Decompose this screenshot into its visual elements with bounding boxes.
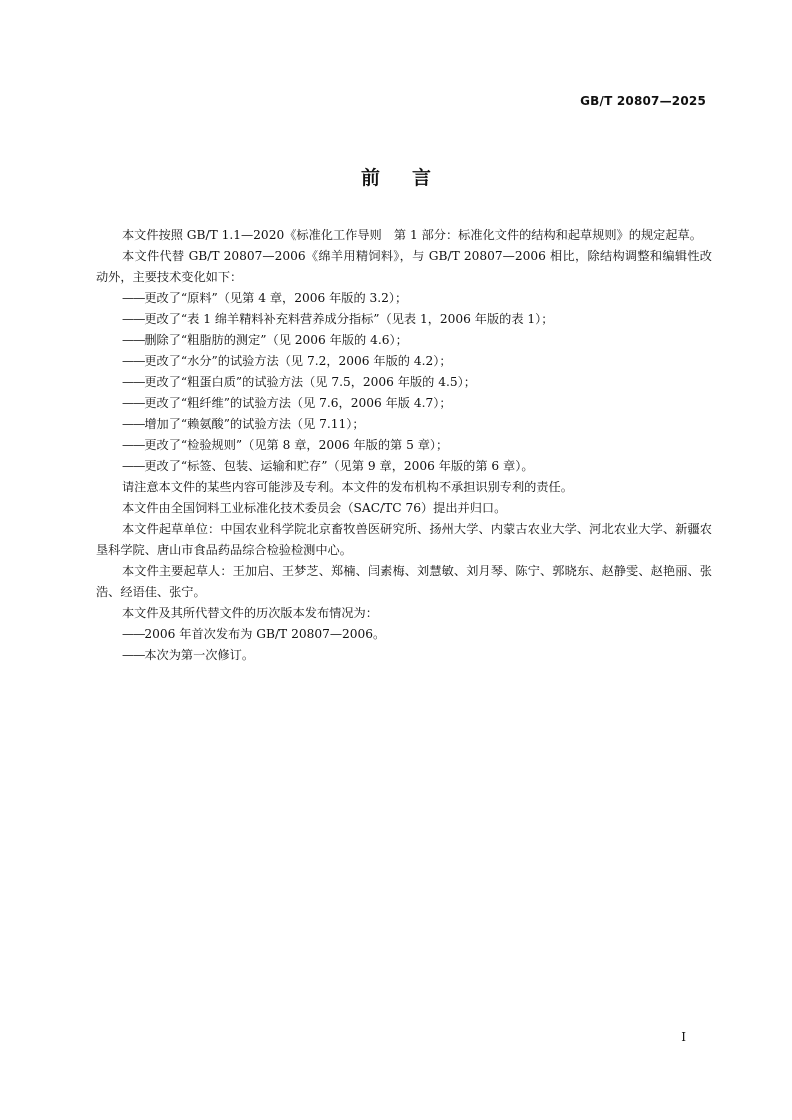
foreword-body [96, 225, 712, 666]
dash-marker: —— [122, 312, 145, 326]
change-text: 更改了“检验规则”（见第 8 章，2006 年版的第 5 章）； [144, 438, 449, 452]
list-item [96, 414, 712, 435]
dash-marker: —— [122, 627, 145, 641]
paragraph-drafting-units: 本文件起草单位：中国农业科学院北京畜牧兽医研究所、扬州大学、内蒙古农业大学、河北农业大学、新疆农垦科学院、唐山市食品药品综合检验检测中心。 [96, 522, 712, 557]
list-item [96, 330, 712, 351]
dash-marker: —— [122, 417, 145, 431]
dash-marker: —— [122, 291, 145, 305]
history-text: 本次为第一次修订。 [144, 648, 255, 662]
history-list [96, 624, 712, 666]
change-text: 更改了“粗纤维”的试验方法（见 7.6，2006 年版 4.7）； [144, 396, 452, 410]
change-text: 增加了“赖氨酸”的试验方法（见 7.11）； [144, 417, 365, 431]
dash-marker: —— [122, 438, 145, 452]
list-item [96, 351, 712, 372]
list-item [96, 288, 712, 309]
change-text: 更改了“水分”的试验方法（见 7.2，2006 年版的 4.2）； [144, 354, 452, 368]
dash-marker: —— [122, 333, 145, 347]
change-text: 更改了“标签、包装、运输和贮存”（见第 9 章，2006 年版的第 6 章）。 [144, 459, 534, 473]
list-item [96, 645, 712, 666]
standard-code: GB/T 20807—2025 [580, 94, 706, 108]
dash-marker: —— [122, 459, 145, 473]
change-text: 更改了“表 1 绵羊精料补充料营养成分指标”（见表 1，2006 年版的表 1）； [144, 312, 554, 326]
change-text: 更改了“粗蛋白质”的试验方法（见 7.5，2006 年版的 4.5）； [144, 375, 476, 389]
dash-marker: —— [122, 354, 145, 368]
change-text: 删除了“粗脂肪的测定”（见 2006 年版的 4.6）； [144, 333, 408, 347]
list-item [96, 435, 712, 456]
page-title: 前言 [360, 167, 463, 189]
history-text: 2006 年首次发布为 GB/T 20807—2006。 [144, 627, 386, 641]
paragraph-drafters: 本文件主要起草人：王加启、王梦芝、郑楠、闫素梅、刘慧敏、刘月琴、陈宁、郭晓东、赵静雯、赵艳丽、张浩、经语佳、张宁。 [96, 564, 712, 599]
paragraph-patent-notice: 请注意本文件的某些内容可能涉及专利。本文件的发布机构不承担识别专利的责任。 [122, 480, 573, 494]
list-item [96, 393, 712, 414]
paragraph-drafting-rules: 本文件按照 GB/T 1.1—2020《标准化工作导则 第 1 部分：标准化文件的结构和起草规则》的规定起草。 [122, 228, 702, 242]
list-item [96, 624, 712, 645]
paragraph-proposer: 本文件由全国饲料工业标准化技术委员会（SAC/TC 76）提出并归口。 [122, 501, 507, 515]
list-item [96, 456, 712, 477]
page-number: I [681, 1030, 686, 1044]
dash-marker: —— [122, 375, 145, 389]
changes-list [96, 288, 712, 477]
list-item [96, 309, 712, 330]
change-text: 更改了“原料”（见第 4 章，2006 年版的 3.2）； [144, 291, 408, 305]
dash-marker: —— [122, 648, 145, 662]
dash-marker: —— [122, 396, 145, 410]
paragraph-history-intro: 本文件及其所代替文件的历次版本发布情况为： [122, 606, 378, 620]
list-item [96, 372, 712, 393]
paragraph-replacement: 本文件代替 GB/T 20807—2006《绵羊用精饲料》，与 GB/T 20807—2006 相比，除结构调整和编辑性改动外，主要技术变化如下： [96, 249, 712, 284]
